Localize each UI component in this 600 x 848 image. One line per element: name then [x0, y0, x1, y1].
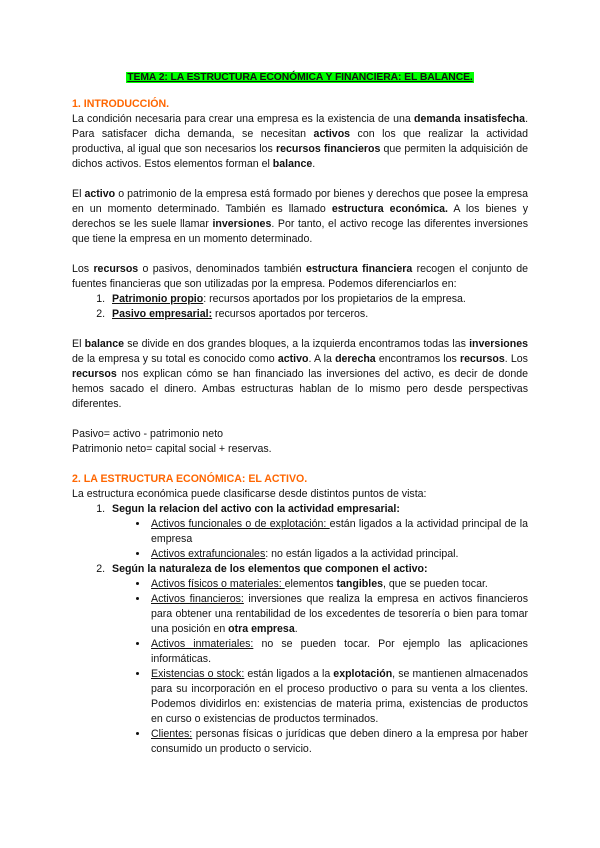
- intro-paragraph-1: La condición necesaria para crear una empresa es la existencia de una demanda insatisfecha. Para satisfacer dicha demanda, se necesitan activos con los que realizar la actividad productiva, al igual que son necesarios los recursos financieros que permiten la adquisición de dichos activos. Estos elementos forman el balance.: [72, 113, 529, 170]
- document-title: TEMA 2: LA ESTRUCTURA ECONÓMICA Y FINANCIERA: EL BALANCE.: [127, 72, 473, 83]
- section-2-heading: 2. LA ESTRUCTURA ECONÓMICA: EL ACTIVO.: [72, 473, 308, 485]
- section-1-heading: 1. INTRODUCCIÓN.: [72, 98, 170, 110]
- list-item: [108, 502, 528, 562]
- equation-patrimonio: Patrimonio neto= capital social + reservas.: [72, 443, 272, 455]
- list-item: • Activos inmateriales: no se pueden tocar. Por ejemplo las aplicaciones informáticas.: [149, 637, 528, 667]
- group-2-bullets: [112, 577, 528, 757]
- title-wrap: [72, 70, 528, 85]
- group-2-heading: 2. Según la naturaleza de los elementos que componen el activo:: [112, 563, 428, 575]
- classification-list: [72, 502, 528, 757]
- list-item: 1. Patrimonio propio: recursos aportados por los propietarios de la empresa.: [108, 292, 528, 307]
- list-item: 2. Pasivo empresarial: recursos aportados por terceros.: [108, 307, 528, 322]
- intro-paragraph-4: El balance se divide en dos grandes bloques, a la izquierda encontramos todas las inversiones de la empresa y su total es conocido como activo. A la derecha encontramos los recursos. Los recursos nos explican cómo se han financiado las inversiones del activo, es decir de donde hemos sacado el dinero. Ambas estructuras hablan de lo mismo pero desde perspectivas diferentes.: [72, 338, 528, 410]
- section-2-intro: La estructura económica puede clasificarse desde distintos puntos de vista:: [72, 488, 427, 500]
- group-1-bullets: [112, 517, 528, 562]
- list-item: • Clientes: personas físicas o jurídicas que deben dinero a la empresa por haber consumido un producto o servicio.: [149, 727, 528, 757]
- list-item: • Activos físicos o materiales: elementos tangibles, que se pueden tocar.: [149, 577, 528, 592]
- list-item: • Activos extrafuncionales: no están ligados a la actividad principal.: [149, 547, 528, 562]
- resources-list: [72, 292, 528, 322]
- list-item: • Activos funcionales o de explotación: están ligados a la actividad principal de la empresa: [149, 517, 528, 547]
- list-item: • Activos financieros: inversiones que realiza la empresa en activos financieros para obtener una rentabilidad de los excedentes de tesorería o bien para tomar una posición en otra empresa.: [149, 592, 528, 637]
- document-page: [72, 70, 528, 757]
- equation-pasivo: Pasivo= activo - patrimonio neto: [72, 428, 224, 440]
- intro-paragraph-2: El activo o patrimonio de la empresa está formado por bienes y derechos que posee la empresa en un momento determinado. También es llamado estructura económica. A los bienes y derechos se les suele llamar inversiones. Por tanto, el activo recoge las diferentes inversiones que tiene la empresa en un momento determinado.: [72, 188, 528, 245]
- list-item: [108, 562, 528, 757]
- list-item: • Existencias o stock: están ligados a la explotación, se mantienen almacenados para su incorporación en el proceso productivo o para su venta a los clientes. Podemos dividirlos en: existencias de materia prima, existencias de productos en curso o existencias de productos terminados.: [149, 667, 528, 727]
- group-1-heading: 1. Segun la relacion del activo con la actividad empresarial:: [112, 503, 400, 515]
- intro-paragraph-3: Los recursos o pasivos, denominados también estructura financiera recogen el conjunto de fuentes financieras que son utilizadas por la empresa. Podemos diferenciarlos en:: [72, 263, 528, 290]
